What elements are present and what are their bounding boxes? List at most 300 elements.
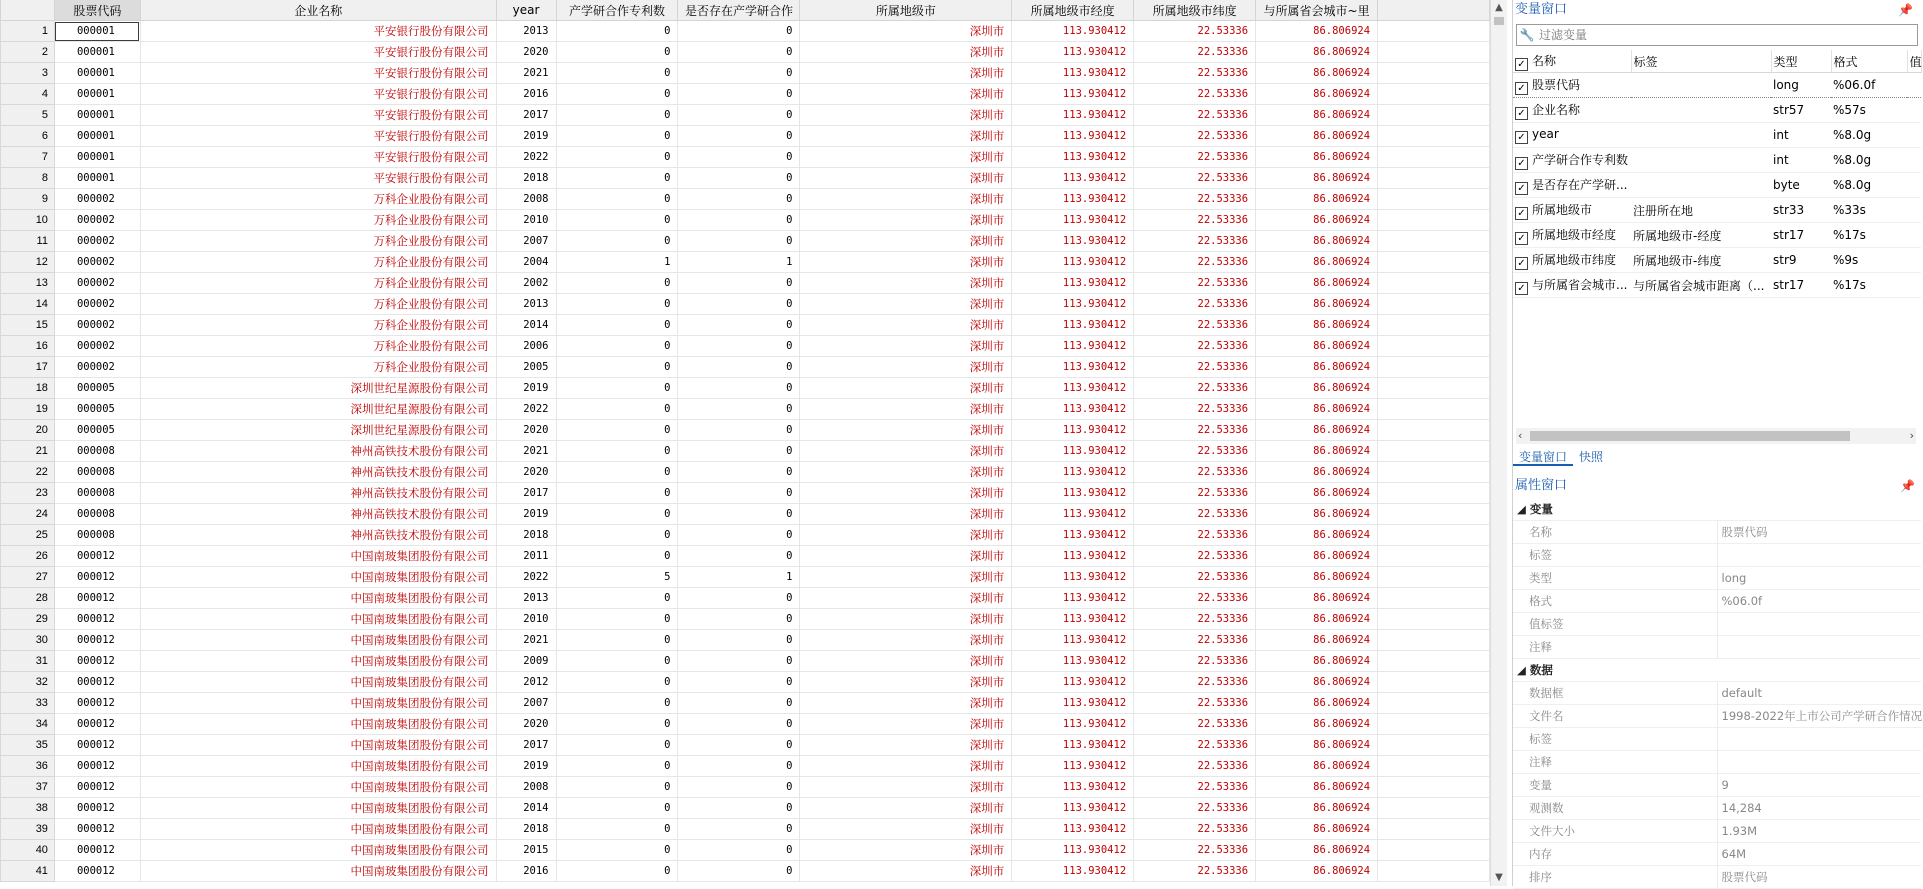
horizontal-scrollbar[interactable]: [1516, 428, 1916, 444]
company-name-cell[interactable]: 平安银行股份有限公司: [140, 84, 496, 105]
row-number[interactable]: 35: [1, 735, 55, 756]
row-number[interactable]: 33: [1, 693, 55, 714]
cooperation-flag-cell[interactable]: 0: [678, 525, 800, 546]
distance-cell[interactable]: 86.806924: [1256, 105, 1378, 126]
distance-cell[interactable]: 86.806924: [1256, 315, 1378, 336]
filter-variables-input[interactable]: [1537, 27, 1901, 43]
latitude-cell[interactable]: 22.53336: [1134, 273, 1256, 294]
year-cell[interactable]: 2008: [496, 777, 556, 798]
row-number[interactable]: 13: [1, 273, 55, 294]
distance-cell[interactable]: 86.806924: [1256, 609, 1378, 630]
patent-count-cell[interactable]: 0: [556, 651, 678, 672]
latitude-cell[interactable]: 22.53336: [1134, 672, 1256, 693]
cooperation-flag-cell[interactable]: 0: [678, 630, 800, 651]
latitude-cell[interactable]: 22.53336: [1134, 609, 1256, 630]
stock-code-cell[interactable]: 000002: [54, 189, 140, 210]
variable-name[interactable]: [1513, 248, 1631, 273]
stock-code-cell[interactable]: 000008: [54, 504, 140, 525]
variable-filter[interactable]: [1516, 24, 1918, 46]
longitude-cell[interactable]: 113.930412: [1012, 861, 1134, 882]
city-cell[interactable]: 深圳市: [800, 420, 1012, 441]
year-cell[interactable]: 2021: [496, 441, 556, 462]
city-cell[interactable]: 深圳市: [800, 567, 1012, 588]
year-cell[interactable]: 2013: [496, 294, 556, 315]
patent-count-cell[interactable]: 0: [556, 42, 678, 63]
row-number[interactable]: 11: [1, 231, 55, 252]
cooperation-flag-cell[interactable]: 0: [678, 231, 800, 252]
table-row[interactable]: [1, 504, 1490, 525]
longitude-cell[interactable]: 113.930412: [1012, 357, 1134, 378]
city-cell[interactable]: 深圳市: [800, 336, 1012, 357]
column-header[interactable]: 所属地级市: [800, 0, 1012, 21]
city-cell[interactable]: 深圳市: [800, 861, 1012, 882]
table-row[interactable]: [1, 210, 1490, 231]
company-name-cell[interactable]: 万科企业股份有限公司: [140, 231, 496, 252]
latitude-cell[interactable]: 22.53336: [1134, 84, 1256, 105]
latitude-cell[interactable]: 22.53336: [1134, 525, 1256, 546]
scroll-left-icon[interactable]: ‹: [1518, 429, 1523, 442]
longitude-cell[interactable]: 113.930412: [1012, 483, 1134, 504]
city-cell[interactable]: 深圳市: [800, 819, 1012, 840]
stock-code-cell[interactable]: 000012: [54, 567, 140, 588]
cooperation-flag-cell[interactable]: 0: [678, 42, 800, 63]
property-row[interactable]: [1513, 797, 1921, 820]
longitude-cell[interactable]: 113.930412: [1012, 126, 1134, 147]
patent-count-cell[interactable]: 0: [556, 168, 678, 189]
patent-count-cell[interactable]: 0: [556, 462, 678, 483]
latitude-cell[interactable]: 22.53336: [1134, 126, 1256, 147]
tab-variables[interactable]: 变量窗口: [1513, 446, 1573, 466]
longitude-cell[interactable]: 113.930412: [1012, 567, 1134, 588]
company-name-cell[interactable]: 万科企业股份有限公司: [140, 357, 496, 378]
longitude-cell[interactable]: 113.930412: [1012, 63, 1134, 84]
city-cell[interactable]: 深圳市: [800, 63, 1012, 84]
distance-cell[interactable]: 86.806924: [1256, 735, 1378, 756]
cooperation-flag-cell[interactable]: 0: [678, 168, 800, 189]
city-cell[interactable]: 深圳市: [800, 462, 1012, 483]
tab-snapshots[interactable]: 快照: [1579, 450, 1604, 464]
stock-code-cell[interactable]: 000012: [54, 861, 140, 882]
table-row[interactable]: [1, 21, 1490, 42]
variable-name[interactable]: [1513, 123, 1631, 148]
company-name-cell[interactable]: 中国南玻集团股份有限公司: [140, 777, 496, 798]
latitude-cell[interactable]: 22.53336: [1134, 378, 1256, 399]
year-cell[interactable]: 2012: [496, 672, 556, 693]
variable-name[interactable]: [1513, 73, 1631, 98]
row-number[interactable]: 3: [1, 63, 55, 84]
distance-cell[interactable]: 86.806924: [1256, 819, 1378, 840]
property-row[interactable]: [1513, 521, 1921, 544]
patent-count-cell[interactable]: 0: [556, 294, 678, 315]
scroll-down-icon[interactable]: ▼: [1495, 872, 1503, 883]
cooperation-flag-cell[interactable]: 0: [678, 210, 800, 231]
stock-code-cell[interactable]: 000012: [54, 819, 140, 840]
city-cell[interactable]: 深圳市: [800, 840, 1012, 861]
company-name-cell[interactable]: 万科企业股份有限公司: [140, 273, 496, 294]
longitude-cell[interactable]: 113.930412: [1012, 672, 1134, 693]
property-value[interactable]: 64M: [1717, 843, 1921, 866]
year-cell[interactable]: 2008: [496, 189, 556, 210]
column-header[interactable]: 产学研合作专利数: [556, 0, 678, 21]
company-name-cell[interactable]: 深圳世纪星源股份有限公司: [140, 378, 496, 399]
distance-cell[interactable]: 86.806924: [1256, 231, 1378, 252]
year-cell[interactable]: 2017: [496, 105, 556, 126]
longitude-cell[interactable]: 113.930412: [1012, 210, 1134, 231]
row-number[interactable]: 15: [1, 315, 55, 336]
variable-checkbox[interactable]: ✓: [1515, 157, 1528, 170]
city-cell[interactable]: 深圳市: [800, 42, 1012, 63]
column-header[interactable]: 所属地级市纬度: [1134, 0, 1256, 21]
year-cell[interactable]: 2002: [496, 273, 556, 294]
longitude-cell[interactable]: 113.930412: [1012, 630, 1134, 651]
table-row[interactable]: [1, 378, 1490, 399]
distance-cell[interactable]: 86.806924: [1256, 420, 1378, 441]
table-row[interactable]: [1, 84, 1490, 105]
patent-count-cell[interactable]: 0: [556, 840, 678, 861]
company-name-cell[interactable]: 中国南玻集团股份有限公司: [140, 819, 496, 840]
patent-count-cell[interactable]: 0: [556, 21, 678, 42]
latitude-cell[interactable]: 22.53336: [1134, 399, 1256, 420]
longitude-cell[interactable]: 113.930412: [1012, 546, 1134, 567]
latitude-cell[interactable]: 22.53336: [1134, 105, 1256, 126]
city-cell[interactable]: 深圳市: [800, 210, 1012, 231]
row-number[interactable]: 37: [1, 777, 55, 798]
row-number[interactable]: 31: [1, 651, 55, 672]
data-section-header[interactable]: ◢ 数据: [1513, 659, 1921, 682]
year-cell[interactable]: 2018: [496, 168, 556, 189]
year-cell[interactable]: 2021: [496, 630, 556, 651]
company-name-cell[interactable]: 平安银行股份有限公司: [140, 21, 496, 42]
longitude-cell[interactable]: 113.930412: [1012, 420, 1134, 441]
property-value[interactable]: 股票代码: [1717, 866, 1921, 889]
longitude-cell[interactable]: 113.930412: [1012, 798, 1134, 819]
company-name-cell[interactable]: 中国南玻集团股份有限公司: [140, 672, 496, 693]
cooperation-flag-cell[interactable]: 0: [678, 441, 800, 462]
variable-section-header[interactable]: ◢ 变量: [1513, 498, 1921, 521]
longitude-cell[interactable]: 113.930412: [1012, 840, 1134, 861]
year-cell[interactable]: 2013: [496, 21, 556, 42]
latitude-cell[interactable]: 22.53336: [1134, 693, 1256, 714]
longitude-cell[interactable]: 113.930412: [1012, 819, 1134, 840]
data-section[interactable]: [1513, 659, 1921, 682]
patent-count-cell[interactable]: 0: [556, 210, 678, 231]
distance-cell[interactable]: 86.806924: [1256, 21, 1378, 42]
stock-code-cell[interactable]: 000012: [54, 672, 140, 693]
property-row[interactable]: [1513, 705, 1921, 728]
stock-code-cell[interactable]: 000002: [54, 210, 140, 231]
company-name-cell[interactable]: 神州高铁技术股份有限公司: [140, 483, 496, 504]
latitude-cell[interactable]: 22.53336: [1134, 420, 1256, 441]
row-number[interactable]: 21: [1, 441, 55, 462]
row-number[interactable]: 12: [1, 252, 55, 273]
table-row[interactable]: [1, 42, 1490, 63]
longitude-cell[interactable]: 113.930412: [1012, 399, 1134, 420]
longitude-cell[interactable]: 113.930412: [1012, 588, 1134, 609]
row-number[interactable]: 26: [1, 546, 55, 567]
row-number[interactable]: 36: [1, 756, 55, 777]
company-name-cell[interactable]: 中国南玻集团股份有限公司: [140, 609, 496, 630]
table-row[interactable]: [1, 735, 1490, 756]
table-row[interactable]: [1, 357, 1490, 378]
cooperation-flag-cell[interactable]: 0: [678, 294, 800, 315]
property-value[interactable]: [1717, 544, 1921, 567]
property-value[interactable]: [1717, 751, 1921, 774]
cooperation-flag-cell[interactable]: 0: [678, 693, 800, 714]
latitude-cell[interactable]: 22.53336: [1134, 252, 1256, 273]
city-cell[interactable]: 深圳市: [800, 798, 1012, 819]
distance-cell[interactable]: 86.806924: [1256, 462, 1378, 483]
city-cell[interactable]: 深圳市: [800, 294, 1012, 315]
longitude-cell[interactable]: 113.930412: [1012, 189, 1134, 210]
distance-cell[interactable]: 86.806924: [1256, 84, 1378, 105]
stock-code-cell[interactable]: 000002: [54, 252, 140, 273]
patent-count-cell[interactable]: 0: [556, 63, 678, 84]
year-cell[interactable]: 2006: [496, 336, 556, 357]
year-cell[interactable]: 2013: [496, 588, 556, 609]
distance-cell[interactable]: 86.806924: [1256, 504, 1378, 525]
year-cell[interactable]: 2016: [496, 84, 556, 105]
cooperation-flag-cell[interactable]: 1: [678, 252, 800, 273]
company-name-cell[interactable]: 中国南玻集团股份有限公司: [140, 651, 496, 672]
year-cell[interactable]: 2004: [496, 252, 556, 273]
latitude-cell[interactable]: 22.53336: [1134, 819, 1256, 840]
table-row[interactable]: [1, 714, 1490, 735]
table-row[interactable]: [1, 168, 1490, 189]
year-cell[interactable]: 2007: [496, 693, 556, 714]
latitude-cell[interactable]: 22.53336: [1134, 336, 1256, 357]
cooperation-flag-cell[interactable]: 0: [678, 462, 800, 483]
stock-code-cell[interactable]: 000012: [54, 588, 140, 609]
patent-count-cell[interactable]: 0: [556, 357, 678, 378]
city-cell[interactable]: 深圳市: [800, 693, 1012, 714]
latitude-cell[interactable]: 22.53336: [1134, 441, 1256, 462]
row-number[interactable]: 16: [1, 336, 55, 357]
cooperation-flag-cell[interactable]: 0: [678, 420, 800, 441]
variable-checkbox[interactable]: ✓: [1515, 131, 1528, 144]
stock-code-cell[interactable]: 000008: [54, 525, 140, 546]
stock-code-cell[interactable]: 000012: [54, 546, 140, 567]
row-number[interactable]: 29: [1, 609, 55, 630]
year-cell[interactable]: 2009: [496, 651, 556, 672]
year-cell[interactable]: 2020: [496, 42, 556, 63]
row-number-header[interactable]: [1, 0, 55, 21]
stock-code-cell[interactable]: 000001: [54, 63, 140, 84]
year-cell[interactable]: 2019: [496, 504, 556, 525]
longitude-cell[interactable]: 113.930412: [1012, 609, 1134, 630]
patent-count-cell[interactable]: 0: [556, 189, 678, 210]
table-row[interactable]: [1, 294, 1490, 315]
cooperation-flag-cell[interactable]: 0: [678, 756, 800, 777]
property-value[interactable]: 14,284: [1717, 797, 1921, 820]
table-row[interactable]: [1, 525, 1490, 546]
latitude-cell[interactable]: 22.53336: [1134, 861, 1256, 882]
company-name-cell[interactable]: 深圳世纪星源股份有限公司: [140, 399, 496, 420]
year-cell[interactable]: 2005: [496, 357, 556, 378]
stock-code-cell[interactable]: 000008: [54, 441, 140, 462]
variable-checkbox[interactable]: ✓: [1515, 107, 1528, 120]
row-number[interactable]: 1: [1, 21, 55, 42]
latitude-cell[interactable]: 22.53336: [1134, 777, 1256, 798]
stock-code-cell[interactable]: 000005: [54, 378, 140, 399]
table-row[interactable]: [1, 609, 1490, 630]
distance-cell[interactable]: 86.806924: [1256, 588, 1378, 609]
latitude-cell[interactable]: 22.53336: [1134, 168, 1256, 189]
column-header[interactable]: 企业名称: [140, 0, 496, 21]
stock-code-cell[interactable]: 000012: [54, 630, 140, 651]
cooperation-flag-cell[interactable]: 0: [678, 378, 800, 399]
variable-checkbox[interactable]: ✓: [1515, 82, 1528, 95]
year-cell[interactable]: 2015: [496, 840, 556, 861]
stock-code-cell[interactable]: 000002: [54, 315, 140, 336]
pin-icon[interactable]: 📌: [1900, 479, 1915, 493]
table-row[interactable]: [1, 105, 1490, 126]
company-name-cell[interactable]: 中国南玻集团股份有限公司: [140, 693, 496, 714]
row-number[interactable]: 6: [1, 126, 55, 147]
row-number[interactable]: 20: [1, 420, 55, 441]
year-cell[interactable]: 2020: [496, 714, 556, 735]
stock-code-cell[interactable]: 000012: [54, 651, 140, 672]
row-number[interactable]: 27: [1, 567, 55, 588]
distance-cell[interactable]: 86.806924: [1256, 756, 1378, 777]
row-number[interactable]: 34: [1, 714, 55, 735]
longitude-cell[interactable]: 113.930412: [1012, 168, 1134, 189]
patent-count-cell[interactable]: 0: [556, 693, 678, 714]
row-number[interactable]: 40: [1, 840, 55, 861]
stock-code-cell[interactable]: 000012: [54, 756, 140, 777]
year-cell[interactable]: 2020: [496, 420, 556, 441]
cooperation-flag-cell[interactable]: 0: [678, 546, 800, 567]
company-name-cell[interactable]: 神州高铁技术股份有限公司: [140, 504, 496, 525]
company-name-cell[interactable]: 平安银行股份有限公司: [140, 63, 496, 84]
table-row[interactable]: [1, 672, 1490, 693]
patent-count-cell[interactable]: 0: [556, 861, 678, 882]
patent-count-cell[interactable]: 0: [556, 588, 678, 609]
year-cell[interactable]: 2019: [496, 126, 556, 147]
city-cell[interactable]: 深圳市: [800, 441, 1012, 462]
table-row[interactable]: [1, 483, 1490, 504]
stock-code-cell[interactable]: 000012: [54, 840, 140, 861]
latitude-cell[interactable]: 22.53336: [1134, 147, 1256, 168]
patent-count-cell[interactable]: 1: [556, 252, 678, 273]
scroll-up-icon[interactable]: ▲: [1495, 2, 1503, 13]
cooperation-flag-cell[interactable]: 0: [678, 735, 800, 756]
table-row[interactable]: [1, 462, 1490, 483]
latitude-cell[interactable]: 22.53336: [1134, 504, 1256, 525]
city-cell[interactable]: 深圳市: [800, 147, 1012, 168]
patent-count-cell[interactable]: 0: [556, 273, 678, 294]
patent-count-cell[interactable]: 0: [556, 399, 678, 420]
variable-name[interactable]: [1513, 198, 1631, 223]
distance-cell[interactable]: 86.806924: [1256, 252, 1378, 273]
variable-row[interactable]: [1513, 123, 1921, 148]
patent-count-cell[interactable]: 0: [556, 609, 678, 630]
longitude-cell[interactable]: 113.930412: [1012, 777, 1134, 798]
stock-code-cell[interactable]: 000001: [54, 84, 140, 105]
distance-cell[interactable]: 86.806924: [1256, 168, 1378, 189]
table-row[interactable]: [1, 336, 1490, 357]
stock-code-cell[interactable]: 000001: [54, 42, 140, 63]
longitude-cell[interactable]: 113.930412: [1012, 21, 1134, 42]
property-value[interactable]: 股票代码: [1717, 521, 1921, 544]
row-number[interactable]: 7: [1, 147, 55, 168]
variable-name[interactable]: [1513, 223, 1631, 248]
city-cell[interactable]: 深圳市: [800, 630, 1012, 651]
latitude-cell[interactable]: 22.53336: [1134, 756, 1256, 777]
stock-code-cell[interactable]: 000008: [54, 462, 140, 483]
variable-name[interactable]: [1513, 173, 1631, 198]
longitude-cell[interactable]: 113.930412: [1012, 336, 1134, 357]
property-row[interactable]: [1513, 544, 1921, 567]
variable-name[interactable]: [1513, 148, 1631, 173]
patent-count-cell[interactable]: 0: [556, 798, 678, 819]
patent-count-cell[interactable]: 0: [556, 147, 678, 168]
row-number[interactable]: 19: [1, 399, 55, 420]
variable-row[interactable]: [1513, 248, 1921, 273]
stock-code-cell[interactable]: 000008: [54, 483, 140, 504]
city-cell[interactable]: 深圳市: [800, 252, 1012, 273]
longitude-cell[interactable]: 113.930412: [1012, 294, 1134, 315]
distance-cell[interactable]: 86.806924: [1256, 378, 1378, 399]
city-cell[interactable]: 深圳市: [800, 21, 1012, 42]
variables-table[interactable]: [1513, 50, 1922, 298]
distance-cell[interactable]: 86.806924: [1256, 189, 1378, 210]
column-header[interactable]: 股票代码: [54, 0, 140, 21]
cooperation-flag-cell[interactable]: 0: [678, 714, 800, 735]
variable-checkbox[interactable]: ✓: [1515, 232, 1528, 245]
table-row[interactable]: [1, 651, 1490, 672]
stock-code-cell[interactable]: 000012: [54, 714, 140, 735]
company-name-cell[interactable]: 万科企业股份有限公司: [140, 294, 496, 315]
patent-count-cell[interactable]: 0: [556, 231, 678, 252]
latitude-cell[interactable]: 22.53336: [1134, 21, 1256, 42]
patent-count-cell[interactable]: 0: [556, 819, 678, 840]
row-number[interactable]: 8: [1, 168, 55, 189]
longitude-cell[interactable]: 113.930412: [1012, 84, 1134, 105]
variable-name[interactable]: [1513, 98, 1631, 123]
company-name-cell[interactable]: 万科企业股份有限公司: [140, 189, 496, 210]
cooperation-flag-cell[interactable]: 0: [678, 84, 800, 105]
distance-cell[interactable]: 86.806924: [1256, 630, 1378, 651]
column-header[interactable]: 与所属省会城市~里: [1256, 0, 1378, 21]
row-number[interactable]: 24: [1, 504, 55, 525]
variable-row[interactable]: [1513, 73, 1921, 98]
longitude-cell[interactable]: 113.930412: [1012, 756, 1134, 777]
row-number[interactable]: 9: [1, 189, 55, 210]
table-row[interactable]: [1, 630, 1490, 651]
property-row[interactable]: [1513, 682, 1921, 705]
distance-cell[interactable]: 86.806924: [1256, 273, 1378, 294]
latitude-cell[interactable]: 22.53336: [1134, 630, 1256, 651]
patent-count-cell[interactable]: 0: [556, 504, 678, 525]
variable-checkbox[interactable]: ✓: [1515, 207, 1528, 220]
property-value[interactable]: [1717, 613, 1921, 636]
distance-cell[interactable]: 86.806924: [1256, 798, 1378, 819]
table-row[interactable]: [1, 588, 1490, 609]
variable-checkbox[interactable]: ✓: [1515, 257, 1528, 270]
city-cell[interactable]: 深圳市: [800, 714, 1012, 735]
cooperation-flag-cell[interactable]: 0: [678, 483, 800, 504]
latitude-cell[interactable]: 22.53336: [1134, 651, 1256, 672]
table-row[interactable]: [1, 840, 1490, 861]
row-number[interactable]: 28: [1, 588, 55, 609]
distance-cell[interactable]: 86.806924: [1256, 693, 1378, 714]
row-number[interactable]: 41: [1, 861, 55, 882]
table-row[interactable]: [1, 693, 1490, 714]
cooperation-flag-cell[interactable]: 0: [678, 777, 800, 798]
city-cell[interactable]: 深圳市: [800, 168, 1012, 189]
year-cell[interactable]: 2022: [496, 147, 556, 168]
longitude-cell[interactable]: 113.930412: [1012, 105, 1134, 126]
